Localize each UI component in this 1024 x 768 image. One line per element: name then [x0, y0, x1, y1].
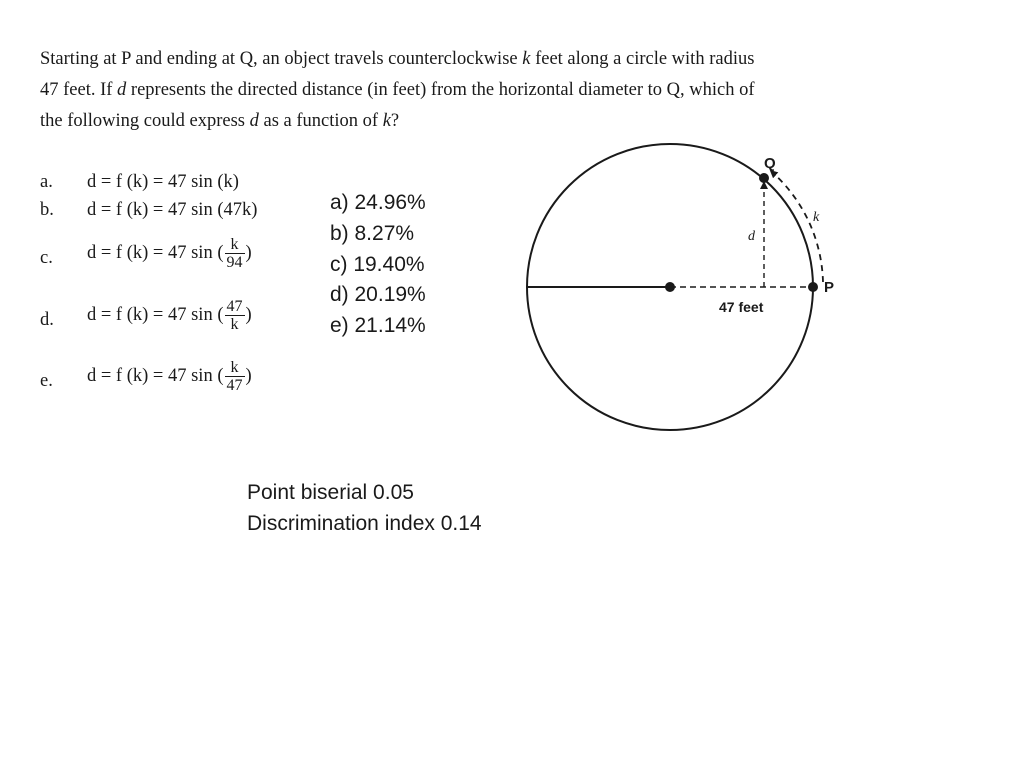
fraction: $\frac{k}{94}$ — [226, 236, 243, 271]
point-biserial: Point biserial 0.05 — [247, 481, 414, 504]
arc-k-dashed — [772, 172, 823, 282]
discrimination-index: Discrimination index 0.14 — [247, 512, 482, 535]
choice-expression: d = f (k) = 47 sin ( $\frac{k}{94}$ ) — [87, 236, 252, 271]
item-statistics — [247, 477, 482, 539]
point-q — [759, 173, 769, 183]
choice-expression: d = f (k) = 47 sin ( $\frac{47}{k}$ ) — [87, 298, 252, 333]
choice-letter: b. — [40, 200, 54, 220]
choice-letter: c. — [40, 248, 53, 268]
percentage-a: a) 24.96% — [330, 191, 426, 214]
label-q: Q — [764, 155, 776, 172]
question-line-2: 47 feet. If d represents the directed distance (in feet) from the horizontal diameter to Q, which of — [40, 80, 755, 100]
fraction: $\frac{k}{47}$ — [226, 359, 243, 394]
label-k: k — [813, 210, 820, 225]
center-point — [665, 282, 675, 292]
question-line-1: Starting at P and ending at Q, an object travels counterclockwise k feet along a circle with radius — [40, 49, 755, 69]
label-radius: 47 feet — [719, 299, 764, 315]
percentage-c: c) 19.40% — [330, 252, 425, 276]
percentage-b: b) 8.27% — [330, 221, 415, 245]
choice-letter: a. — [40, 172, 53, 192]
question-line-3: the following could express d as a function of k? — [40, 111, 400, 131]
label-p: P — [824, 279, 835, 296]
choice-letter: d. — [40, 310, 54, 330]
label-d: d — [748, 229, 755, 244]
choice-expression: d = f (k) = 47 sin (k) — [87, 172, 239, 192]
choice-expression: d = f (k) = 47 sin (47k) — [87, 200, 258, 220]
percentage-d: d) 20.19% — [330, 283, 426, 307]
fraction: $\frac{47}{k}$ — [226, 298, 243, 333]
percentage-e: e) 21.14% — [330, 314, 426, 338]
choice-expression: d = f (k) = 47 sin ( $\frac{k}{47}$ ) — [87, 359, 252, 394]
point-p — [808, 282, 818, 292]
choice-letter: e. — [40, 371, 53, 391]
